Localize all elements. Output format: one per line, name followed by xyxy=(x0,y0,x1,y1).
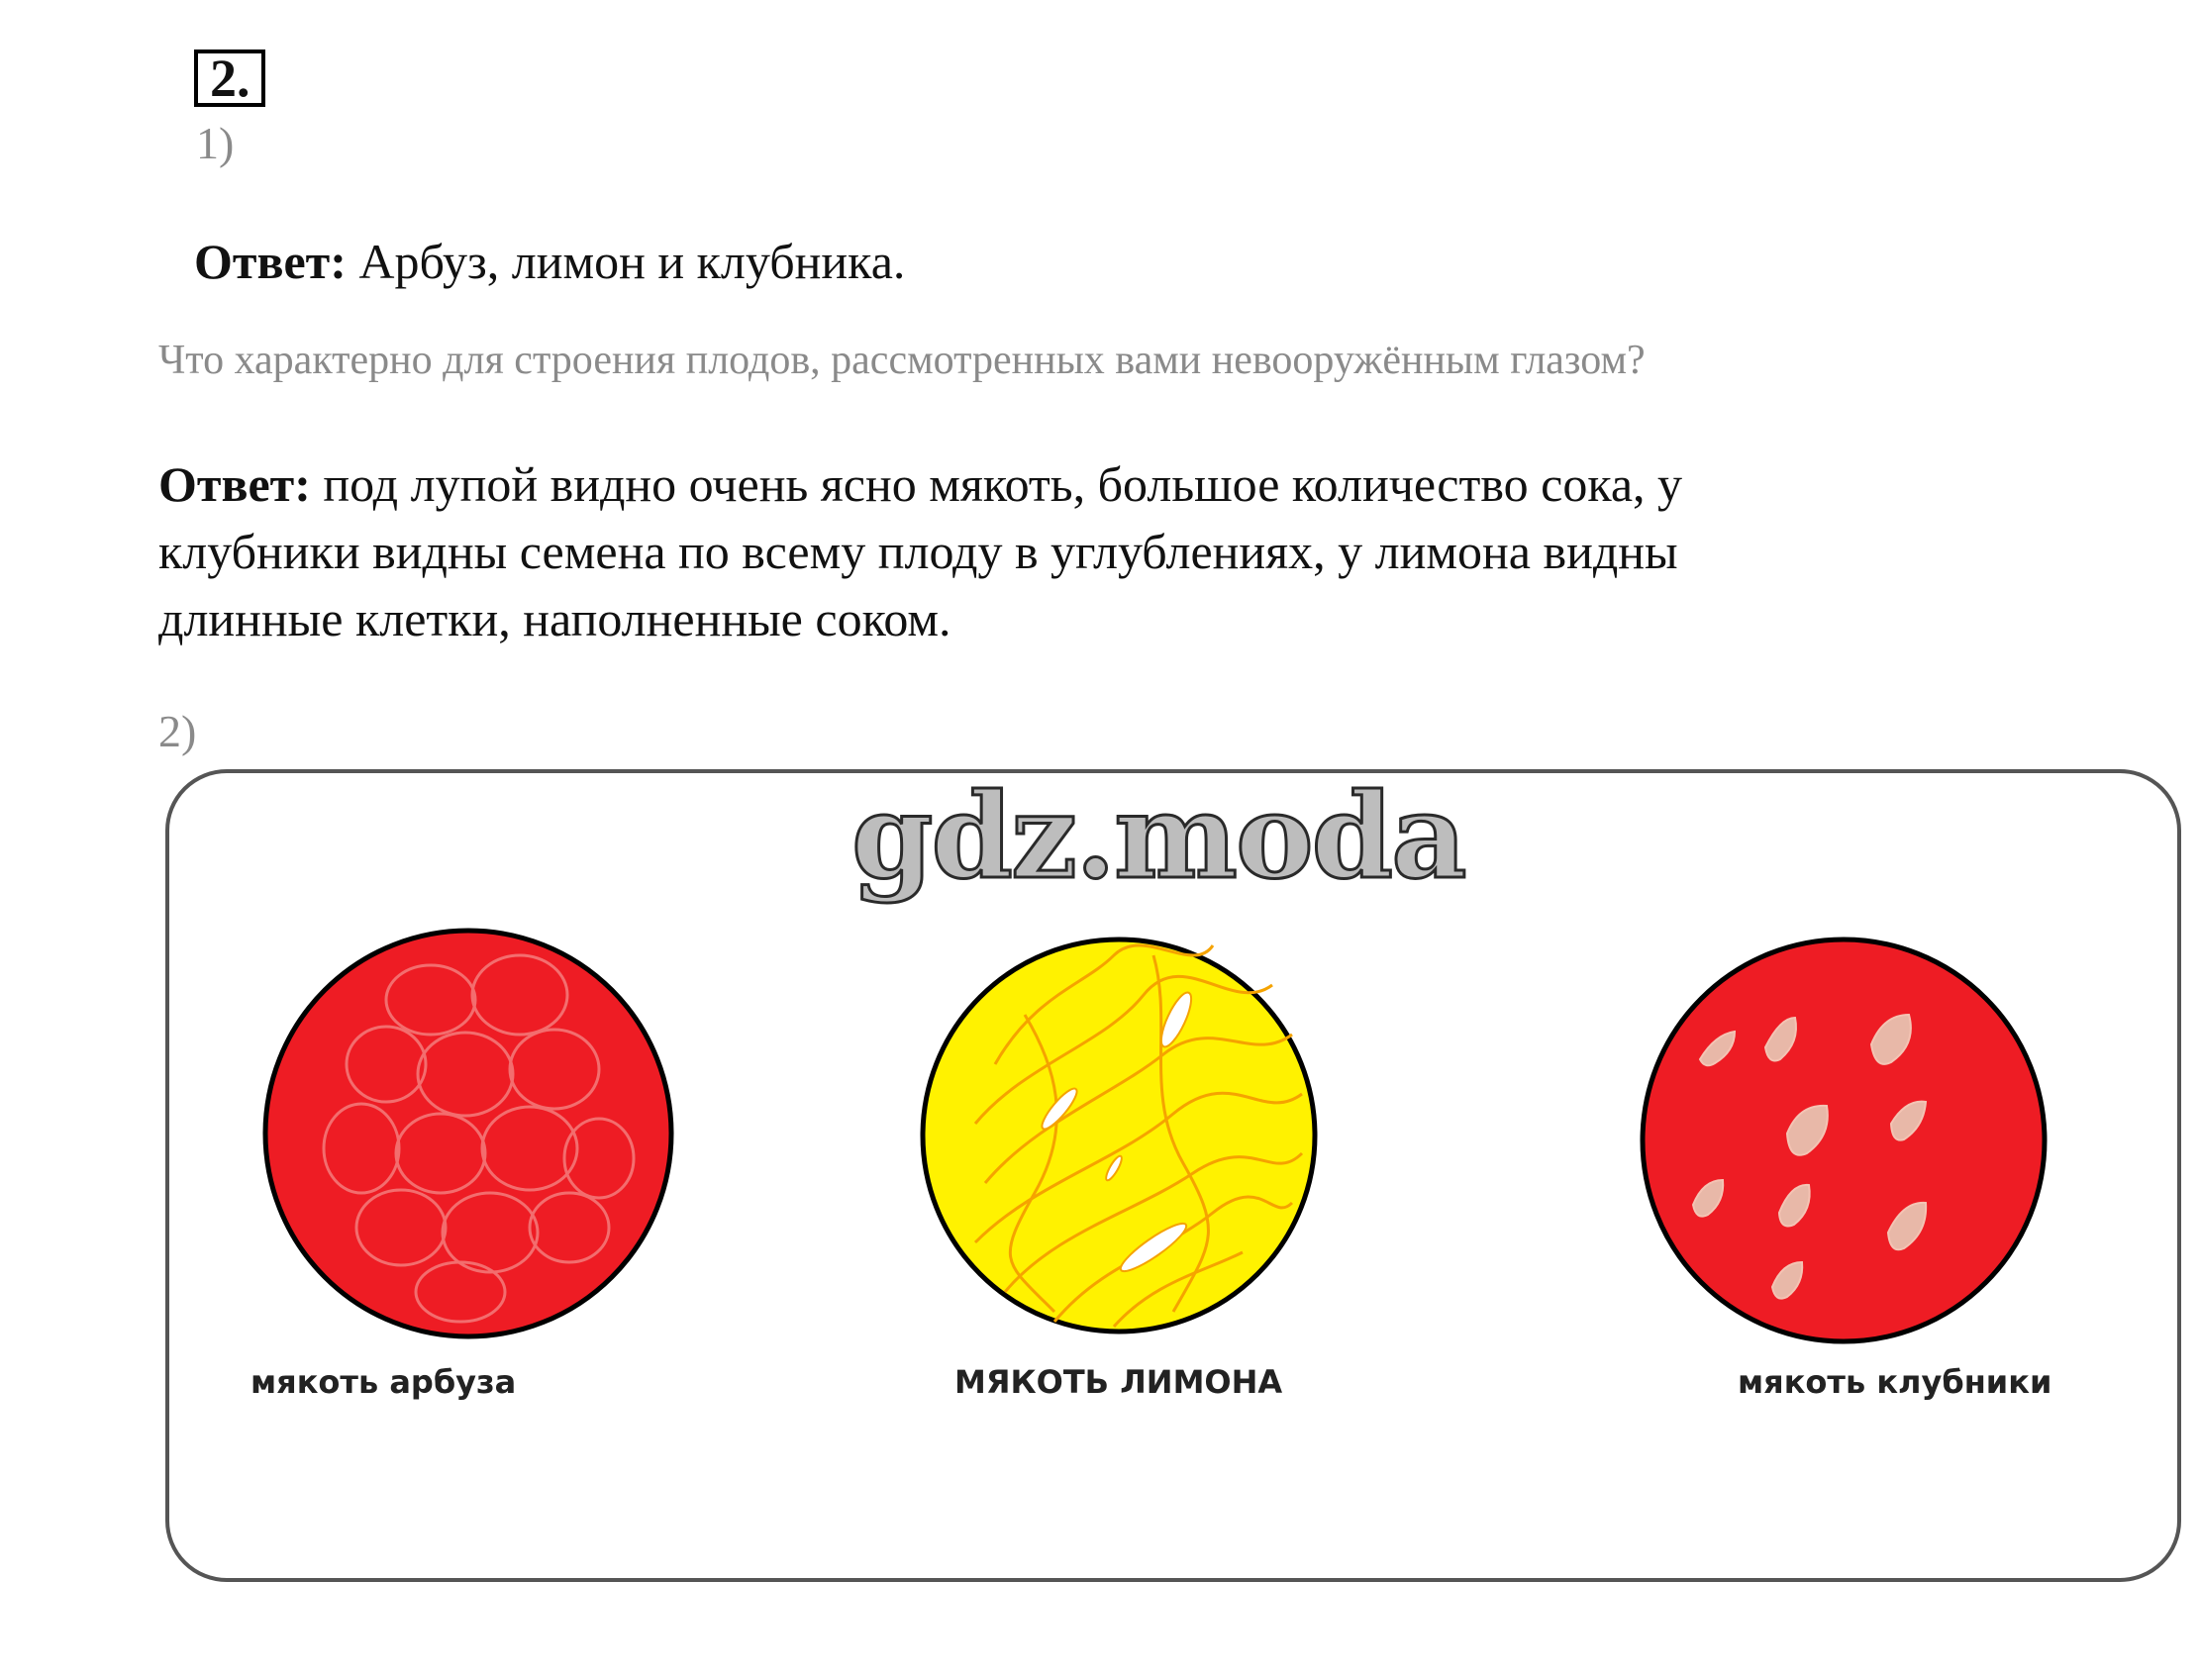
label-strawberry: мякоть клубники xyxy=(1738,1363,2052,1401)
task-number: 2. xyxy=(194,49,265,107)
strawberry-circle xyxy=(1643,939,2045,1341)
part-2-label: 2) xyxy=(158,706,197,756)
watermelon-pulp-drawing xyxy=(265,931,671,1336)
part-1-label: 1) xyxy=(196,118,235,168)
label-watermelon: мякоть арбуза xyxy=(250,1363,517,1401)
answer-1-prefix: Ответ: xyxy=(194,234,347,289)
answer-1 xyxy=(194,228,905,295)
label-lemon: МЯКОТЬ ЛИМОНА xyxy=(954,1363,1283,1401)
answer-2-prefix: Ответ: xyxy=(158,456,311,512)
lemon-pulp-drawing xyxy=(923,939,1315,1332)
answer-2-line-2: клубники видны семена по всему плоду в углублениях, у лимона видны xyxy=(158,524,1678,579)
strawberry-pulp-drawing xyxy=(1643,939,2045,1341)
answer-2-line-3: длинные клетки, наполненные соком. xyxy=(158,591,951,646)
answer-2-line-1-text: под лупой видно очень ясно мякоть, большое количество сока, у xyxy=(310,456,1683,512)
watermark: gdz.moda xyxy=(851,767,1465,905)
question-text: Что характерно для строения плодов, рассмотренных вами невооружённым глазом? xyxy=(158,338,1646,383)
lemon-circle xyxy=(923,939,1315,1332)
answer-2 xyxy=(158,450,1682,652)
answer-1-text: Арбуз, лимон и клубника. xyxy=(346,234,906,289)
answer-2-line-1 xyxy=(158,450,1682,518)
